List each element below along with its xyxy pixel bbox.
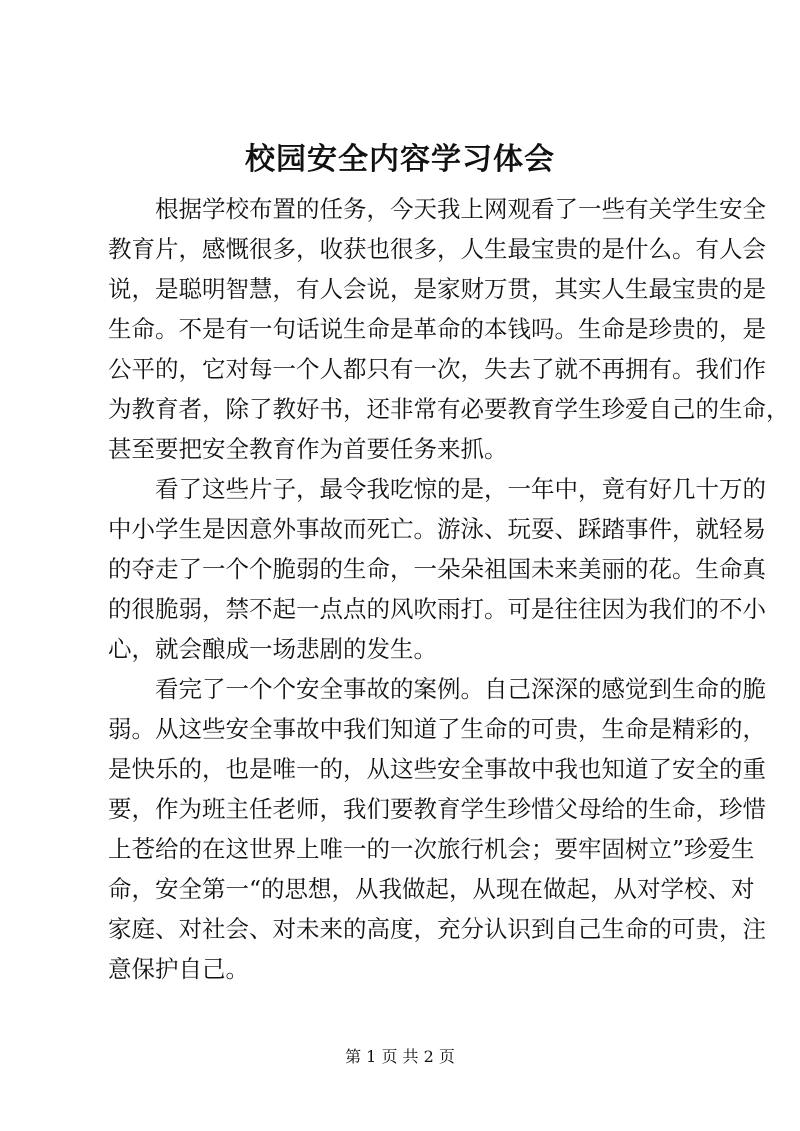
paragraph-3-line-8: 意保护自己。 <box>108 955 249 983</box>
paragraph-3-line-5: 上苍给的在这世界上唯一的一次旅行机会；要牢固树立”珍爱生 <box>108 835 755 863</box>
paragraph-1-line-5: 公平的，它对每一个人都只有一次，失去了就不再拥有。我们作 <box>108 355 766 383</box>
paragraph-2-line-1: 看了这些片子，最令我吃惊的是，一年中，竟有好几十万的 <box>155 475 766 503</box>
paragraph-3-line-2: 弱。从这些安全事故中我们知道了生命的可贵，生命是精彩的， <box>108 715 766 743</box>
paragraph-2-line-2: 中小学生是因意外事故而死亡。游泳、玩耍、踩踏事件，就轻易 <box>108 515 766 543</box>
paragraph-3-line-1: 看完了一个个安全事故的案例。自己深深的感觉到生命的脆 <box>155 675 766 703</box>
paragraph-3-line-3: 是快乐的，也是唯一的，从这些安全事故中我也知道了安全的重 <box>108 755 766 783</box>
paragraph-1-line-4: 生命。不是有一句话说生命是革命的本钱吗。生命是珍贵的，是 <box>108 315 766 343</box>
paragraph-1-line-1: 根据学校布置的任务，今天我上网观看了一些有关学生安全 <box>155 195 766 223</box>
document-title: 校园安全内容学习体会 <box>245 142 555 177</box>
paragraph-3-line-7: 家庭、对社会、对未来的高度，充分认识到自己生命的可贵，注 <box>108 915 766 943</box>
paragraph-1-line-2: 教育片，感慨很多，收获也很多，人生最宝贵的是什么。有人会 <box>108 235 766 263</box>
paragraph-3-line-4: 要，作为班主任老师，我们要教育学生珍惜父母给的生命，珍惜 <box>108 795 766 823</box>
paragraph-1-line-7: 甚至要把安全教育作为首要任务来抓。 <box>108 435 508 463</box>
page-number-footer: 第 1 页 共 2 页 <box>345 1047 455 1066</box>
paragraph-1-line-6: 为教育者，除了教好书，还非常有必要教育学生珍爱自己的生命， <box>108 395 790 423</box>
paragraph-2-line-5: 心，就会酿成一场悲剧的发生。 <box>108 635 437 663</box>
paragraph-2-line-3: 的夺走了一个个脆弱的生命，一朵朵祖国未来美丽的花。生命真 <box>108 555 766 583</box>
paragraph-2-line-4: 的很脆弱，禁不起一点点的风吹雨打。可是往往因为我们的不小 <box>108 595 766 623</box>
paragraph-3-line-6: 命，安全第一“的思想，从我做起，从现在做起，从对学校、对 <box>108 875 755 903</box>
paragraph-1-line-3: 说，是聪明智慧，有人会说，是家财万贯，其实人生最宝贵的是 <box>108 275 766 303</box>
